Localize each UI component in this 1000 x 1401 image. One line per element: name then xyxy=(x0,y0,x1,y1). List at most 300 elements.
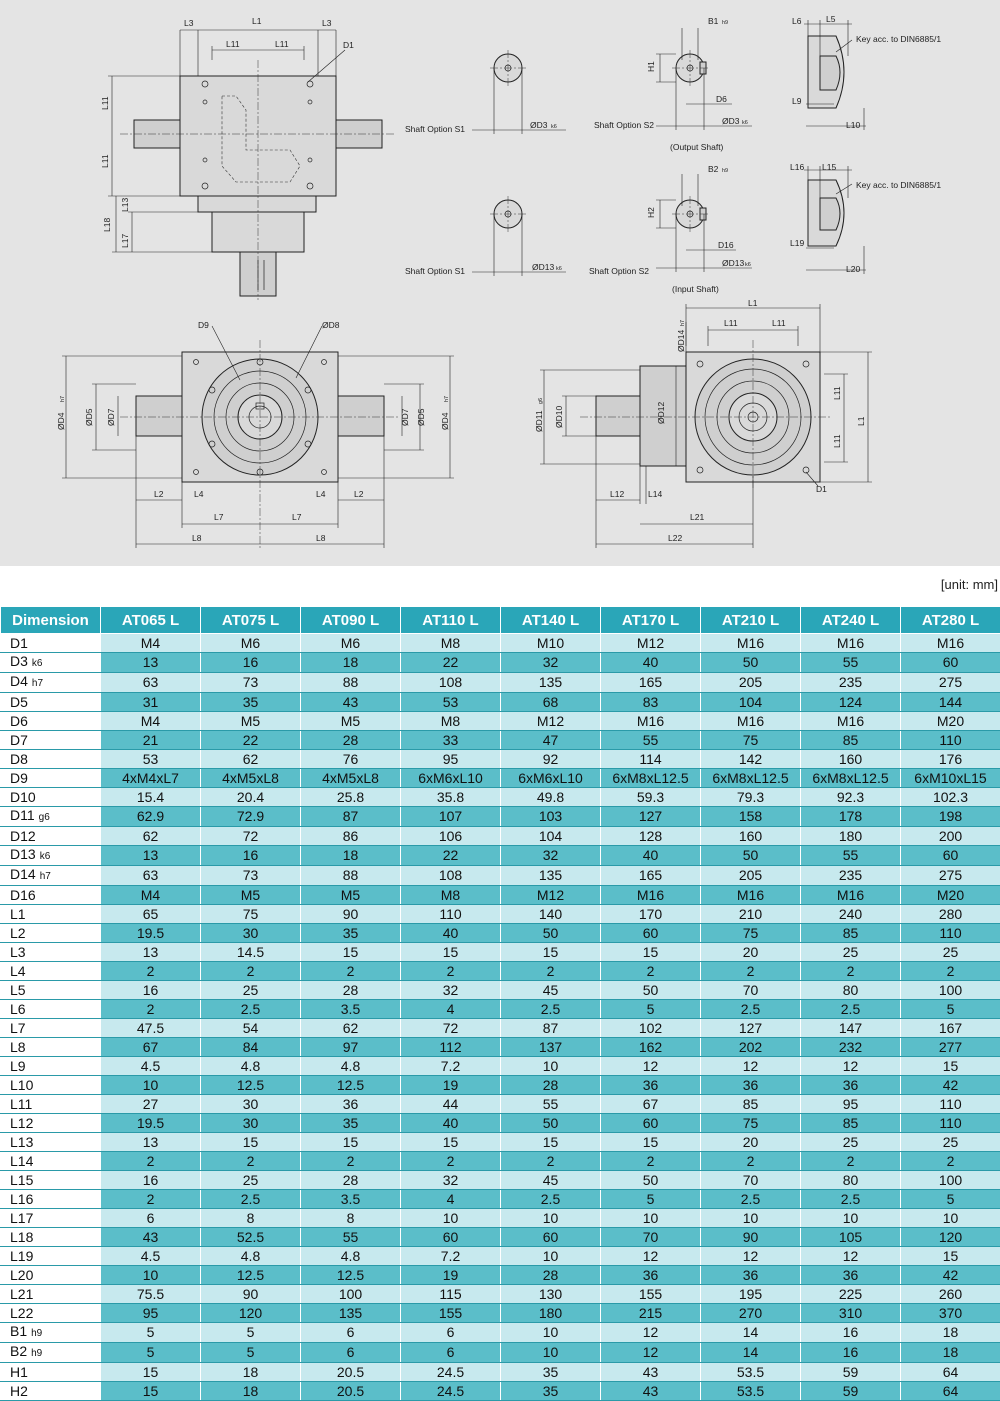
table-cell: 65 xyxy=(101,905,201,924)
table-cell: 62 xyxy=(101,827,201,846)
table-cell: 43 xyxy=(601,1363,701,1382)
table-cell: 12 xyxy=(801,1057,901,1076)
table-row xyxy=(1,1382,1000,1401)
table-cell: 6xM6xL10 xyxy=(501,769,601,788)
table-cell: 40 xyxy=(401,924,501,943)
row-dimension-label xyxy=(1,653,101,673)
table-row xyxy=(1,1114,1000,1133)
table-cell: 15 xyxy=(201,1133,301,1152)
row-dimension-label xyxy=(1,1171,101,1190)
label-L11-side-v1: L11 xyxy=(832,386,842,400)
table-cell: 12.5 xyxy=(201,1076,301,1095)
dimension-name: L3 xyxy=(10,944,26,960)
table-cell: 83 xyxy=(601,693,701,712)
table-cell: 13 xyxy=(101,846,201,866)
row-dimension-label xyxy=(1,1323,101,1343)
table-cell: 6 xyxy=(301,1323,401,1343)
table-cell: 60 xyxy=(901,846,1000,866)
table-cell: M6 xyxy=(201,634,301,653)
table-cell: 32 xyxy=(501,653,601,673)
table-cell: 19.5 xyxy=(101,1114,201,1133)
label-L17: L17 xyxy=(120,234,130,248)
label-L9: L9 xyxy=(792,96,802,106)
table-cell: 2.5 xyxy=(201,1190,301,1209)
table-cell: 275 xyxy=(901,866,1000,886)
table-cell: 25 xyxy=(901,1133,1000,1152)
table-cell: 165 xyxy=(601,673,701,693)
table-cell: 50 xyxy=(701,653,801,673)
table-cell: 162 xyxy=(601,1038,701,1057)
label-B2-tol: h9 xyxy=(722,168,728,174)
table-cell: 4 xyxy=(401,1190,501,1209)
row-dimension-label xyxy=(1,1133,101,1152)
table-cell: 275 xyxy=(901,673,1000,693)
row-dimension-label xyxy=(1,1343,101,1363)
label-D14-tol: h7 xyxy=(680,320,686,326)
table-row xyxy=(1,846,1000,866)
table-cell: 53.5 xyxy=(701,1382,801,1401)
table-cell: 104 xyxy=(701,693,801,712)
key-detail-input xyxy=(790,162,941,274)
table-cell: M16 xyxy=(701,886,801,905)
row-dimension-label xyxy=(1,827,101,846)
table-cell: 15 xyxy=(401,943,501,962)
unit-note: [unit: mm] xyxy=(941,577,998,592)
label-L8-right: L8 xyxy=(316,533,326,543)
dimension-name: L2 xyxy=(10,925,26,941)
table-cell: 2 xyxy=(201,962,301,981)
table-cell: 15 xyxy=(601,1133,701,1152)
table-cell: 2 xyxy=(401,1152,501,1171)
row-dimension-label xyxy=(1,1304,101,1323)
table-cell: M5 xyxy=(301,712,401,731)
table-cell: M16 xyxy=(601,886,701,905)
table-cell: 4.8 xyxy=(301,1247,401,1266)
label-L15: L15 xyxy=(822,162,836,172)
dimension-name: L10 xyxy=(10,1077,33,1093)
table-cell: 205 xyxy=(701,866,801,886)
dimension-name: L1 xyxy=(10,906,26,922)
table-row xyxy=(1,1152,1000,1171)
table-cell: 142 xyxy=(701,750,801,769)
table-cell: 12 xyxy=(701,1247,801,1266)
row-dimension-label xyxy=(1,1285,101,1304)
table-cell: 13 xyxy=(101,1133,201,1152)
table-cell: 52.5 xyxy=(201,1228,301,1247)
shaft-option-s2-output xyxy=(594,16,752,152)
dimension-name: D3 xyxy=(10,653,28,669)
table-cell: 16 xyxy=(101,1171,201,1190)
table-row xyxy=(1,886,1000,905)
table-cell: 31 xyxy=(101,693,201,712)
row-dimension-label xyxy=(1,1057,101,1076)
row-dimension-label xyxy=(1,1382,101,1401)
label-D4-left: ØD4 xyxy=(56,412,66,430)
table-cell: 5 xyxy=(601,1190,701,1209)
dimension-name: D4 xyxy=(10,673,28,689)
label-D13: ØD13 xyxy=(532,262,554,272)
table-cell: 5 xyxy=(901,1000,1000,1019)
table-cell: 28 xyxy=(301,1171,401,1190)
table-cell: 167 xyxy=(901,1019,1000,1038)
row-dimension-label xyxy=(1,712,101,731)
table-cell: 60 xyxy=(401,1228,501,1247)
table-cell: M16 xyxy=(701,712,801,731)
table-cell: 50 xyxy=(501,924,601,943)
table-cell: 35 xyxy=(201,693,301,712)
dimension-name: L21 xyxy=(10,1286,33,1302)
dimension-name: D6 xyxy=(10,713,28,729)
dimension-name: D7 xyxy=(10,732,28,748)
table-cell: 14.5 xyxy=(201,943,301,962)
dimension-name: B1 xyxy=(10,1323,27,1339)
label-L2-left: L2 xyxy=(154,489,164,499)
table-cell: 35 xyxy=(501,1382,601,1401)
row-dimension-label xyxy=(1,866,101,886)
table-cell: M16 xyxy=(801,886,901,905)
table-cell: 63 xyxy=(101,673,201,693)
table-cell: M8 xyxy=(401,634,501,653)
table-row xyxy=(1,943,1000,962)
table-cell: 2 xyxy=(601,962,701,981)
table-cell: 18 xyxy=(201,1382,301,1401)
table-cell: 12 xyxy=(601,1323,701,1343)
table-cell: 4.8 xyxy=(201,1247,301,1266)
table-cell: M10 xyxy=(501,634,601,653)
table-cell: 10 xyxy=(501,1343,601,1363)
table-cell: 195 xyxy=(701,1285,801,1304)
label-D4-right: ØD4 xyxy=(440,412,450,430)
table-cell: 2 xyxy=(901,962,1000,981)
dimension-tolerance: h9 xyxy=(31,1348,42,1359)
table-cell: 27 xyxy=(101,1095,201,1114)
table-cell: 106 xyxy=(401,827,501,846)
label-output-shaft: (Output Shaft) xyxy=(670,142,724,152)
dimension-name: L7 xyxy=(10,1020,26,1036)
table-row xyxy=(1,1133,1000,1152)
table-cell: 12 xyxy=(701,1057,801,1076)
table-cell: 75 xyxy=(701,1114,801,1133)
table-cell: 102 xyxy=(601,1019,701,1038)
table-row xyxy=(1,1228,1000,1247)
table-cell: 68 xyxy=(501,693,601,712)
table-cell: 4.8 xyxy=(301,1057,401,1076)
table-cell: 32 xyxy=(501,846,601,866)
label-L19: L19 xyxy=(790,238,804,248)
table-cell: 43 xyxy=(301,693,401,712)
table-cell: 107 xyxy=(401,807,501,827)
table-cell: 110 xyxy=(901,1095,1000,1114)
label-L7-right: L7 xyxy=(292,512,302,522)
table-cell: 2 xyxy=(701,962,801,981)
table-cell: 95 xyxy=(401,750,501,769)
table-row xyxy=(1,1038,1000,1057)
dimension-name: L13 xyxy=(10,1134,33,1150)
shaft-option-s1-output xyxy=(405,50,566,134)
table-row xyxy=(1,653,1000,673)
table-cell: M8 xyxy=(401,712,501,731)
table-cell: 104 xyxy=(501,827,601,846)
table-cell: 13 xyxy=(101,653,201,673)
table-cell: 225 xyxy=(801,1285,901,1304)
table-row xyxy=(1,905,1000,924)
table-cell: 6 xyxy=(401,1343,501,1363)
table-cell: 147 xyxy=(801,1019,901,1038)
table-cell: 43 xyxy=(601,1382,701,1401)
row-dimension-label xyxy=(1,1000,101,1019)
table-cell: 25 xyxy=(201,981,301,1000)
table-cell: 40 xyxy=(401,1114,501,1133)
label-B2: B2 xyxy=(708,164,719,174)
column-header-model: AT280 L xyxy=(901,607,1000,634)
table-cell: 50 xyxy=(601,981,701,1000)
label-D12: ØD12 xyxy=(656,402,666,424)
table-cell: 35.8 xyxy=(401,788,501,807)
table-cell: 36 xyxy=(801,1266,901,1285)
table-cell: 70 xyxy=(701,1171,801,1190)
table-cell: 15 xyxy=(101,1382,201,1401)
column-header-model: AT170 L xyxy=(601,607,701,634)
column-header-model: AT075 L xyxy=(201,607,301,634)
table-row xyxy=(1,924,1000,943)
shaft-option-s1-input xyxy=(405,196,566,276)
table-row xyxy=(1,1247,1000,1266)
table-cell: 84 xyxy=(201,1038,301,1057)
table-cell: 10 xyxy=(501,1209,601,1228)
row-dimension-label xyxy=(1,634,101,653)
table-cell: 2 xyxy=(901,1152,1000,1171)
table-cell: 20 xyxy=(701,943,801,962)
table-cell: 6 xyxy=(101,1209,201,1228)
table-cell: 25 xyxy=(801,943,901,962)
table-body xyxy=(1,634,1000,1401)
table-cell: 130 xyxy=(501,1285,601,1304)
table-cell: 76 xyxy=(301,750,401,769)
table-cell: 32 xyxy=(401,1171,501,1190)
table-cell: 62.9 xyxy=(101,807,201,827)
dimension-name: L11 xyxy=(10,1096,32,1112)
label-D7-left: ØD7 xyxy=(106,408,116,426)
table-cell: 55 xyxy=(601,731,701,750)
table-cell: 19.5 xyxy=(101,924,201,943)
table-cell: 16 xyxy=(801,1323,901,1343)
table-cell: 103 xyxy=(501,807,601,827)
table-cell: 18 xyxy=(901,1323,1000,1343)
table-cell: 22 xyxy=(401,846,501,866)
table-cell: 75 xyxy=(701,924,801,943)
table-cell: 6xM8xL12.5 xyxy=(801,769,901,788)
dimension-name: D8 xyxy=(10,751,28,767)
table-cell: 110 xyxy=(901,731,1000,750)
table-cell: 35 xyxy=(301,1114,401,1133)
dimension-name: B2 xyxy=(10,1343,27,1359)
table-row xyxy=(1,827,1000,846)
table-cell: 88 xyxy=(301,866,401,886)
table-cell: 15 xyxy=(901,1247,1000,1266)
table-cell: 127 xyxy=(601,807,701,827)
table-cell: 155 xyxy=(401,1304,501,1323)
dimension-name: L12 xyxy=(10,1115,33,1131)
row-dimension-label xyxy=(1,693,101,712)
table-cell: 13 xyxy=(101,943,201,962)
table-cell: 55 xyxy=(501,1095,601,1114)
table-cell: 20 xyxy=(701,1133,801,1152)
dimension-name: D16 xyxy=(10,887,36,903)
dimension-tolerance: h7 xyxy=(40,871,51,882)
technical-drawing xyxy=(0,0,1000,566)
table-cell: 2.5 xyxy=(701,1000,801,1019)
dimension-name: D13 xyxy=(10,846,36,862)
table-cell: 85 xyxy=(801,1114,901,1133)
table-cell: 124 xyxy=(801,693,901,712)
gearbox-drawing-svg xyxy=(0,0,1000,566)
label-D5-right: ØD5 xyxy=(416,408,426,426)
column-header-model: AT090 L xyxy=(301,607,401,634)
row-dimension-label xyxy=(1,731,101,750)
label-D8: ØD8 xyxy=(322,320,340,330)
table-cell: 18 xyxy=(901,1343,1000,1363)
label-L11-v2: L11 xyxy=(100,154,110,168)
row-dimension-label xyxy=(1,943,101,962)
row-dimension-label xyxy=(1,1038,101,1057)
table-cell: 110 xyxy=(901,924,1000,943)
label-shaft-s1-input: Shaft Option S1 xyxy=(405,266,465,276)
row-dimension-label xyxy=(1,1076,101,1095)
label-D13-s2: ØD13 xyxy=(722,258,744,268)
table-cell: 32 xyxy=(401,981,501,1000)
table-cell: 75 xyxy=(701,731,801,750)
table-cell: 110 xyxy=(401,905,501,924)
table-cell: 5 xyxy=(901,1190,1000,1209)
table-cell: 12 xyxy=(601,1343,701,1363)
label-L11-b: L11 xyxy=(275,39,289,49)
table-cell: 64 xyxy=(901,1363,1000,1382)
table-cell: 178 xyxy=(801,807,901,827)
table-cell: 18 xyxy=(301,653,401,673)
table-cell: 15 xyxy=(301,943,401,962)
table-cell: 6xM8xL12.5 xyxy=(601,769,701,788)
dimension-name: L6 xyxy=(10,1001,26,1017)
table-cell: 4.8 xyxy=(201,1057,301,1076)
table-cell: 72 xyxy=(401,1019,501,1038)
table-cell: 2 xyxy=(601,1152,701,1171)
table-cell: 73 xyxy=(201,866,301,886)
row-dimension-label xyxy=(1,1209,101,1228)
table-cell: 60 xyxy=(601,924,701,943)
row-dimension-label xyxy=(1,1095,101,1114)
table-cell: 45 xyxy=(501,1171,601,1190)
table-cell: 2.5 xyxy=(801,1000,901,1019)
table-cell: 92.3 xyxy=(801,788,901,807)
table-cell: 15 xyxy=(901,1057,1000,1076)
table-row xyxy=(1,634,1000,653)
table-cell: 36 xyxy=(701,1266,801,1285)
table-cell: 36 xyxy=(701,1076,801,1095)
table-cell: 53 xyxy=(101,750,201,769)
table-cell: 2 xyxy=(101,1000,201,1019)
row-dimension-label xyxy=(1,673,101,693)
table-cell: 53 xyxy=(401,693,501,712)
table-cell: 42 xyxy=(901,1266,1000,1285)
label-L3-right: L3 xyxy=(322,18,332,28)
table-cell: 10 xyxy=(101,1076,201,1095)
dimension-name: D10 xyxy=(10,789,36,805)
table-cell: 200 xyxy=(901,827,1000,846)
table-cell: 25 xyxy=(201,1171,301,1190)
table-cell: M12 xyxy=(601,634,701,653)
label-L4-right: L4 xyxy=(316,489,326,499)
table-cell: M16 xyxy=(801,712,901,731)
dimension-name: L18 xyxy=(10,1229,33,1245)
table-cell: 85 xyxy=(801,731,901,750)
dimension-tolerance: h9 xyxy=(31,1328,42,1339)
table-cell: M4 xyxy=(101,712,201,731)
table-row xyxy=(1,788,1000,807)
table-cell: 67 xyxy=(601,1095,701,1114)
label-H1: H1 xyxy=(646,61,656,72)
table-cell: 80 xyxy=(801,981,901,1000)
table-cell: 40 xyxy=(601,846,701,866)
table-cell: 16 xyxy=(101,981,201,1000)
table-cell: 8 xyxy=(201,1209,301,1228)
label-D13-tol: k6 xyxy=(556,266,562,272)
table-cell: 85 xyxy=(701,1095,801,1114)
label-L5: L5 xyxy=(826,14,836,24)
table-cell: 2.5 xyxy=(801,1190,901,1209)
table-cell: 36 xyxy=(801,1076,901,1095)
table-row xyxy=(1,1209,1000,1228)
table-cell: 5 xyxy=(201,1323,301,1343)
table-cell: 16 xyxy=(801,1343,901,1363)
label-L18: L18 xyxy=(102,218,112,232)
table-cell: M5 xyxy=(201,712,301,731)
table-row xyxy=(1,1266,1000,1285)
row-dimension-label xyxy=(1,807,101,827)
table-cell: 2 xyxy=(301,962,401,981)
label-shaft-s2-output: Shaft Option S2 xyxy=(594,120,654,130)
table-row xyxy=(1,712,1000,731)
table-cell: 92 xyxy=(501,750,601,769)
table-cell: 6 xyxy=(401,1323,501,1343)
table-cell: 18 xyxy=(201,1363,301,1382)
table-cell: M12 xyxy=(501,712,601,731)
table-cell: 270 xyxy=(701,1304,801,1323)
table-cell: 24.5 xyxy=(401,1382,501,1401)
table-cell: 135 xyxy=(501,866,601,886)
label-H2: H2 xyxy=(646,207,656,218)
table-cell: 72.9 xyxy=(201,807,301,827)
table-row xyxy=(1,866,1000,886)
table-cell: 5 xyxy=(101,1343,201,1363)
label-D9: D9 xyxy=(198,320,209,330)
table-cell: 55 xyxy=(301,1228,401,1247)
label-D3-s2: ØD3 xyxy=(722,116,740,126)
table-cell: 55 xyxy=(801,653,901,673)
table-cell: 15 xyxy=(301,1133,401,1152)
table-cell: 2 xyxy=(501,1152,601,1171)
table-cell: 90 xyxy=(201,1285,301,1304)
table-cell: 2.5 xyxy=(501,1000,601,1019)
table-cell: 59 xyxy=(801,1382,901,1401)
table-cell: 24.5 xyxy=(401,1363,501,1382)
table-cell: 88 xyxy=(301,673,401,693)
table-cell: 75.5 xyxy=(101,1285,201,1304)
table-cell: 15 xyxy=(501,1133,601,1152)
table-cell: 10 xyxy=(601,1209,701,1228)
table-cell: 7.2 xyxy=(401,1057,501,1076)
table-cell: 40 xyxy=(601,653,701,673)
table-row xyxy=(1,1076,1000,1095)
